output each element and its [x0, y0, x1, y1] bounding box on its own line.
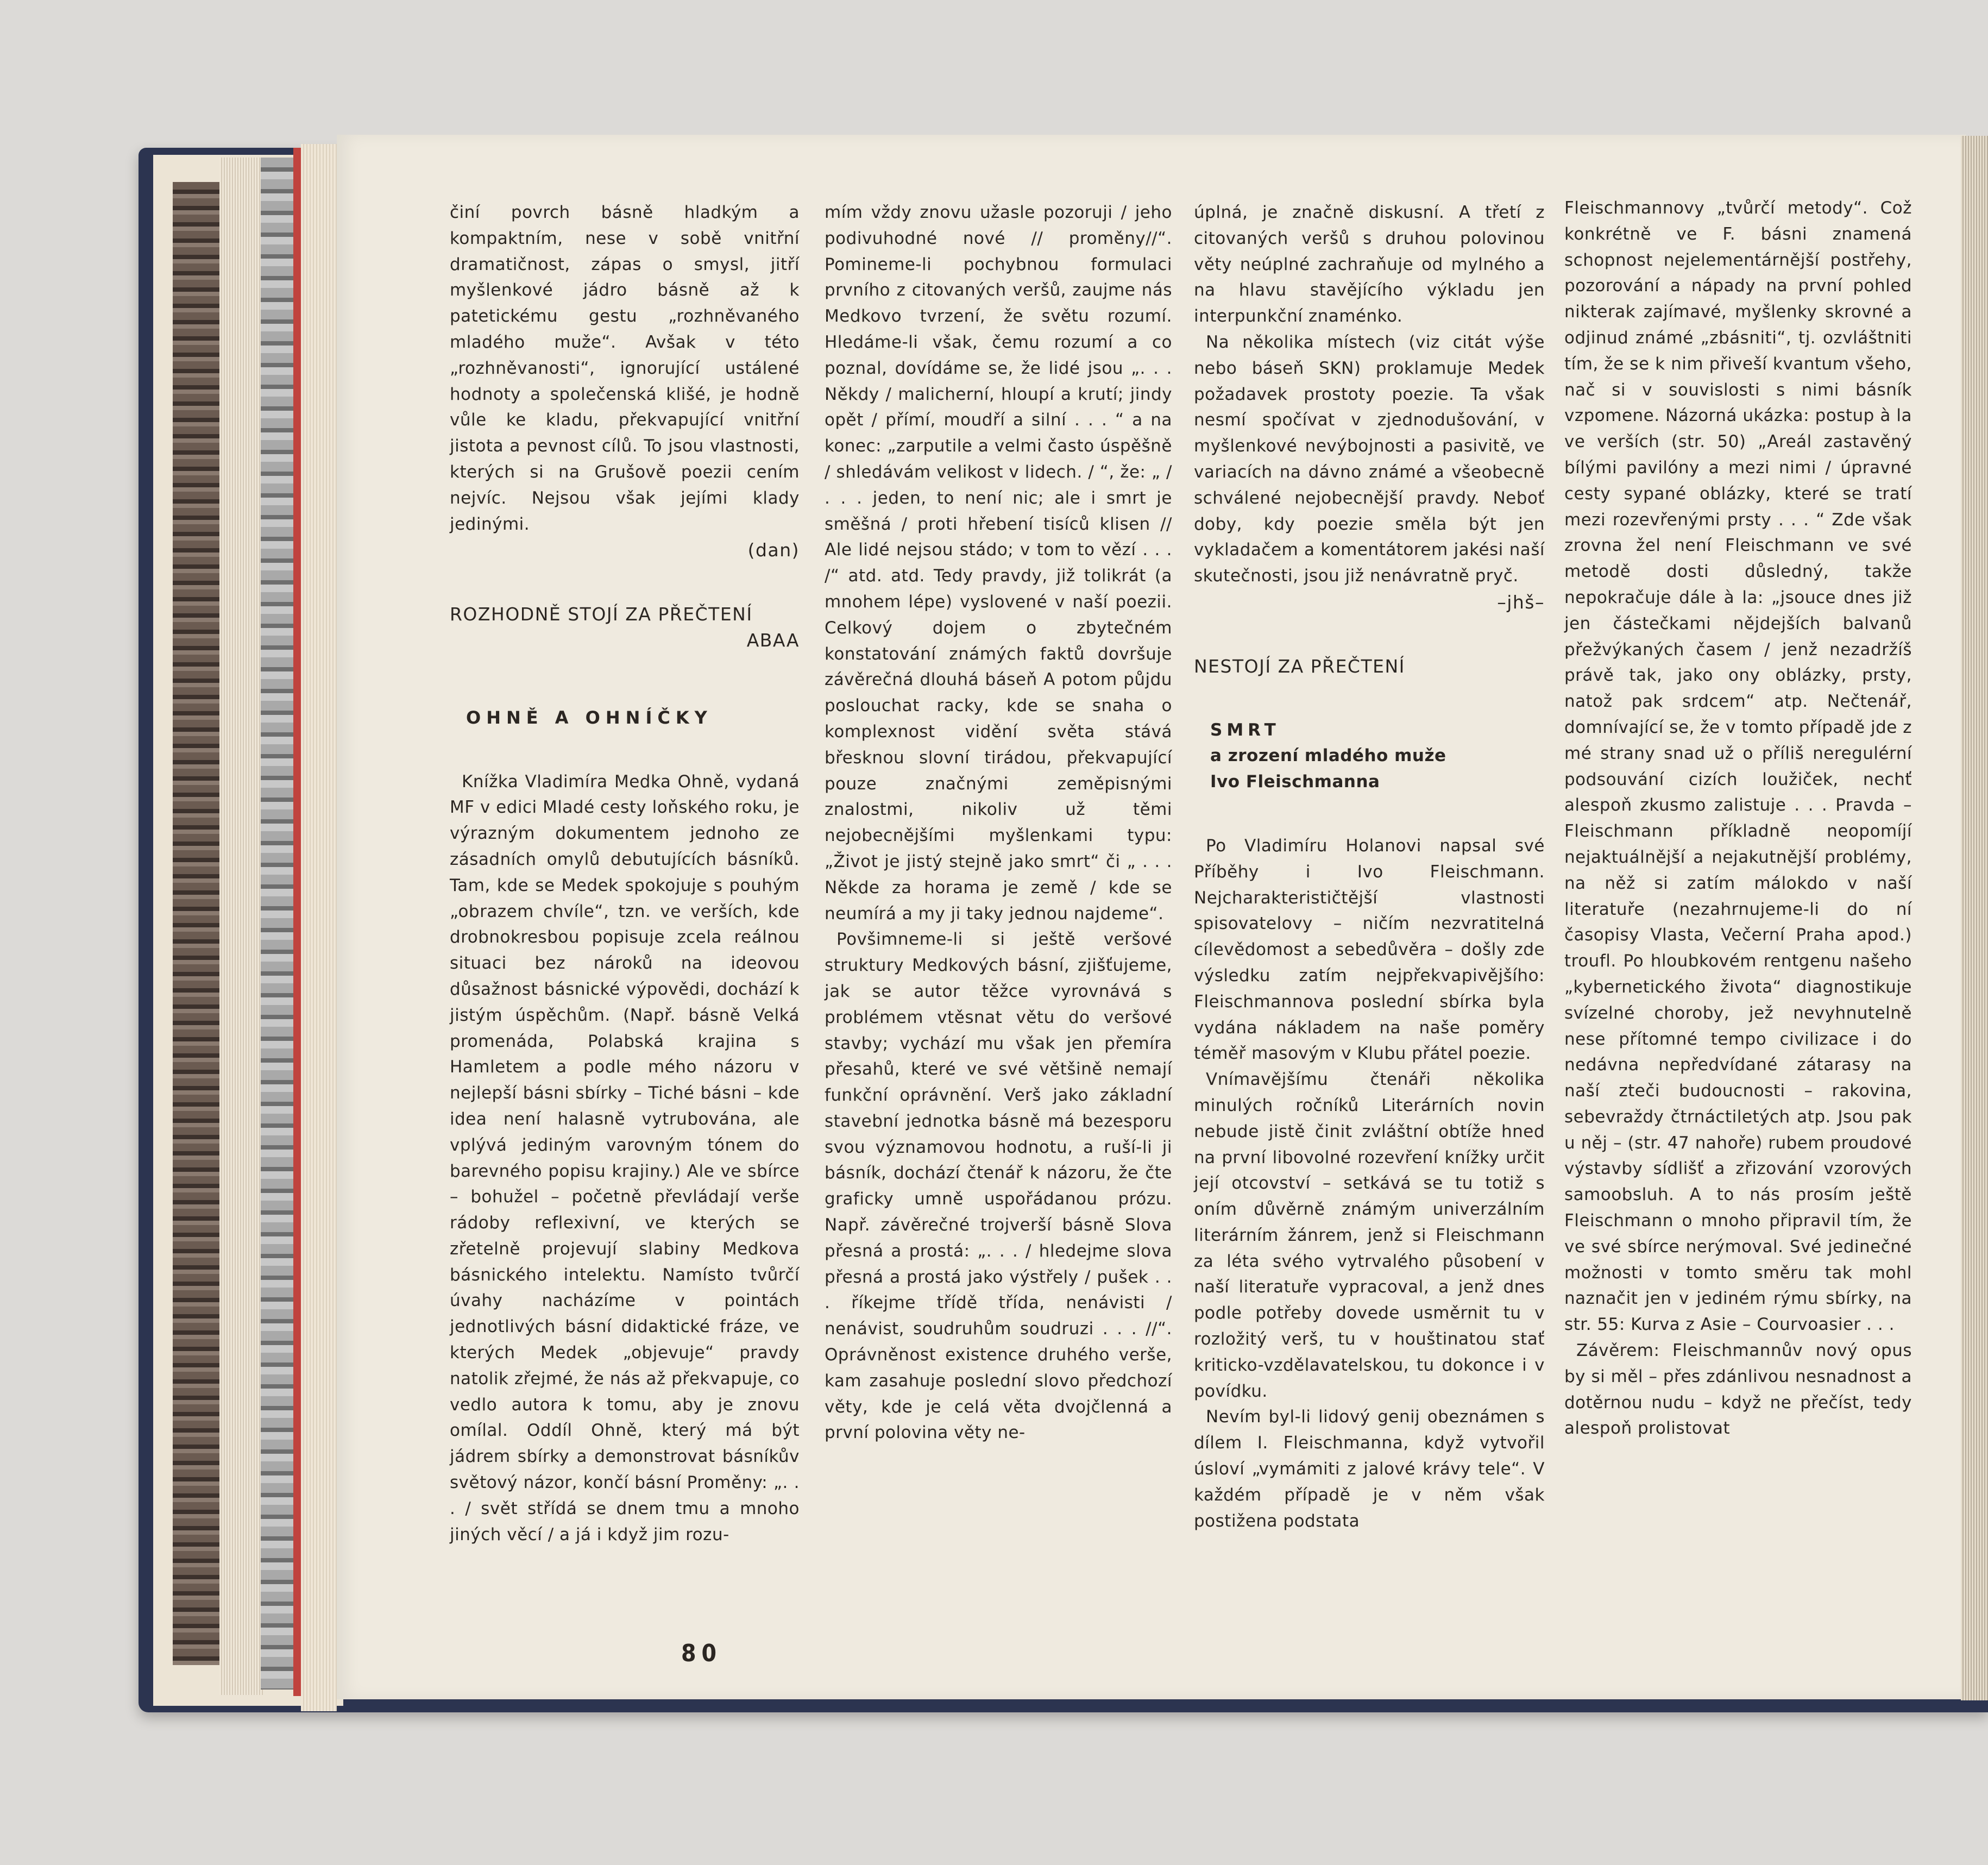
subtitle-line: Ivo Fleischmanna — [1210, 772, 1380, 792]
paragraph: Fleischmannovy „tvůrčí metody“. Což konkrétně ve F. básni znamená schopnost nejelementárnější postřehy, pozorování a nápady na první pohled nikterak zajímavé, myšlenky skrovné a odjinud známé „zbásniti“, tj. ozvláštniti tím, že se k nim přiveší kvantum všeho, nač si v souvislosti s nimi básník vzpomene. Názorná ukázka: postup à la ve verších (str. 50) „Areál zastavěný bílými pavilóny a mezi nimi / úpravné cesty sypané oblázky, které se tratí mezi rozevřenými prsty . . . “ Zde však zrovna žel není Fleischmann ve své metodě dosti důsledný, takže nepokračuje dále à la: „jsouce dnes již jen částečkami nějdejších balvanů přežvýkaných časem / jenž nezadržíš právě tak, jako ony oblázky, prsty, natož pak srdcem“ atp. Nečtenář, domnívající se, že v tomto případě jde z mé strany snad už o příliš neregulérní podsouvání cizích loužiček, nechť alespoň zkusmo zalistuje . . . Pravda – Fleischmann příkladně neopomíjí nejaktuálnější a nejakutnější problémy, na něž si zatím málokdo v naší literatuře (nezahrnujeme-li do ní časopisy Vlasta, Večerní Praha apod.) troufl. Po hloubkovém rentgenu našeho „kybernetického života“ diagnostikuje svízelné choroby, jež nevyhnutelně nese přítomné tempo civilizace i do nedávna nepředvídané zátarasy na naší zteči budoucnosti – rakovina, sebevraždy čtrnáctiletých atp. Jsou pak u něj – (str. 47 nahoře) rubem proudové výstavby sídlišť a zřizování vzorových samoobsluh. A to nás prosím ještě Fleischmann o mnoho připravil tím, že ve své sbírce nerýmoval. Své jedinečné možnosti v tomto směru tak mohl naznačit jen v jediném rýmu sbírky, na str. 55: Kurva z Asie – Courvoasier . . . — [1564, 198, 1912, 1335]
paragraph: úplná, je značně diskusní. A třetí z citovaných veršů s druhou polovinou věty neúplné zachraňuje od mylného a na hlavu stavějícího výkladu jen interpunkční znaménko. — [1194, 203, 1545, 326]
paragraph: Závěrem: Fleischmannův nový opus by si měl – přes zdánlivou nesnadnost a dotěrnou nudu – když ne přečíst, tedy alespoň prolistovat — [1564, 1341, 1912, 1439]
paragraph: Na několika místech (viz citát výše nebo báseň SKN) proklamuje Medek požadavek prostoty poezie. Ta však nesmí spočívat v zjednodušování, v myšlenkové nevýbojnosti a pasivitě, ve variacích na dávno známé a všeobecně schválené nejobecnější pravdy. Neboť doby, kdy poezie směla být jen vykladačem a komentátorem jakési naší skutečnosti, jsou již nenávratně pryč. — [1194, 332, 1545, 586]
column-3 — [1194, 200, 1545, 1534]
subtitle-line: a zrození mladého muže — [1210, 746, 1446, 766]
column-2 — [825, 200, 1172, 1446]
article-title: OHNĚ A OHNÍČKY — [466, 707, 713, 728]
page-stack-dark-edges — [173, 182, 219, 1665]
section-heading: NESTOJÍ ZA PŘEČTENÍ — [1194, 655, 1405, 677]
page-stack-edges — [219, 158, 263, 1695]
page-right-edge — [1961, 136, 1988, 1700]
page-number: 80 — [681, 1640, 722, 1667]
paragraph: Po Vladimíru Holanovi napsal své Příběhy i Ivo Fleischmann. Nejcharakterističtější vlastnosti spisovatelovy – ničím nezvratitelná cílevědomost a sebedůvěra – došly zde výsledku zatím nejpřekvapivějšího: Fleischmannova poslední sbírka byla vydána nákladem na naše poměry téměř masovým v Klubu přátel poezie. — [1194, 836, 1545, 1064]
article-subtitle — [1210, 743, 1545, 795]
section-heading: ROZHODNĚ STOJÍ ZA PŘEČTENÍ — [450, 604, 753, 625]
column-1 — [450, 200, 800, 1548]
signature: –jhš– — [1497, 591, 1545, 613]
page-stack-cream-edges — [301, 144, 337, 1711]
paragraph: Knížka Vladimíra Medka Ohně, vydaná MF v edici Mladé cesty loňského roku, je výrazným dokumentem jednoho ze zásadních omylů debutujících básníků. Tam, kde se Medek spokojuje s pouhým „obrazem chvíle“, tzn. ve verších, kde drobnokresbou popisuje zcela reálnou situaci bez nároků na ideovou důsažnost básnické výpovědi, dochází k jistým úspěchům. (Např. básně Velká promenáda, Polabská krajina s Hamletem a podle mého názoru v nejlepší básni sbírky – Tiché básni – kde idea není halasně vytrubována, ale vplývá jediným varovným tónem do barevného popisu krajiny.) Ale ve sbírce – bohužel – početně převládají verše rádoby reflexivní, ve kterých se zřetelně projevují slabiny Medkova básnického intelektu. Namísto tvůrčí úvahy nacházíme v pointách jednotlivých básní didaktické fráze, ve kterých Medek „objevuje“ pravdy natolik zřejmé, že nás až překvapuje, co vedlo autora k tomu, aby je znovu omílal. Oddíl Ohně, který má být jádrem sbírky a demonstrovat básníkův světový názor, končí básní Proměny: „. . . / svět střídá se dnem tmu a mnoho jiných věcí / a já i když jim rozu- — [450, 771, 800, 1544]
page-stack-silver-edges — [261, 158, 294, 1690]
page-stack-red-edge — [293, 148, 301, 1696]
section-author: ABAA — [746, 629, 800, 651]
column-4 — [1564, 196, 1912, 1442]
paragraph: Vnímavějšímu čtenáři několika minulých ročníků Literárních novin nebude jistě činit zvláštní obtíže hned na první libovolné rozevření knížky určit její otcovství – setkává se tu totiž s oním důvěrně známým univerzálním literárním žánrem, jenž si Fleischmann za léta svého vytrvalého působení v naší literatuře vypracoval, a jenž dnes podle potřeby dovede usměrnit tu v rozložitý verš, tu v houštinatou stať kriticko-vzdělavatelskou, tu dokonce i v povídku. — [1194, 1070, 1545, 1401]
article-title: SMRT — [1210, 720, 1280, 740]
paragraph: Nevím byl-li lidový genij obeznámen s dílem I. Fleischmanna, když vytvořil úsloví „vymámiti z jalové krávy tele“. V každém případě je v něm však postižena podstata — [1194, 1407, 1545, 1531]
paragraph: mím vždy znovu užasle pozoruji / jeho podivuhodné nové // proměny//“. Pomineme-li pochybnou formulaci prvního z citovaných veršů, zaujme nás Medkovo tvrzení, že světu rozumí. Hledáme-li však, čemu rozumí a co poznal, dovídáme se, že lidé jsou „. . . Někdy / malicherní, hloupí a krutí; jindy opět / přímí, moudří a silní . . . “ a na konec: „zarputile a velmi často úspěšně / shledávám velikost v lidech. / “, že: „ / . . . jeden, to není nic; ale i smrt je směšná / proti hřebení tisíců klisen // Ale lidé nejsou stádo; v tom to vězí . . . /“ atd. atd. Tedy pravdy, již tolikrát (a mnohem lépe) vyslovené v naší poezii. Celkový dojem o zbytečném konstatování známých faktů dovršuje závěrečná dlouhá báseň A potom půjdu poslouchat racky, kde se snaha o komplexnost vidění světa stává břesknou slovní tirádou, překvapující pouze značnými zeměpisnými znalostmi, nikoliv už těmi nejobecnějšími myšlenkami typu: „Život je jistý stejně jako smrt“ či „ . . . Někde za horama je země / kde se neumírá a my ji taky jednou najdeme“. — [825, 203, 1172, 924]
paragraph: činí povrch básně hladkým a kompaktním, nese v sobě vnitřní dramatičnost, zápas o smysl, jitří myšlenkové jádro básně až k patetickému gestu „rozhněvaného mladého muže“. Avšak v této „rozhněvanosti“, ignorující ustálené hodnoty a společenská klišé, je hodně vůle ke kladu, překvapující vnitřní jistota a pevnost cílů. To jsou vlastnosti, kterých si na Grušově poezii cením nejvíc. Nejsou však jejími klady jedinými. — [450, 203, 800, 534]
paragraph: Povšimneme-li si ještě veršové struktury Medkových básní, zjišťujeme, jak se autor těžce vyrovnává s problémem vtěsnat větu do veršové stavby; vychází mu však jen přemíra přesahů, které ve své většině nemají funkční oprávnění. Verš jako základní stavební jednotka básně má bezesporu svou významovou hodnotu, a ruší-li ji básník, dochází čtenář k názoru, že čte graficky umně uspořádanou prózu. Např. závěrečné trojverší básně Slova přesná a prostá: „. . . / hledejme slova přesná a prostá jako výstřely / pušek . . . říkejme třídě třída, nenávisti / nenávist, soudruhům soudruzi . . . //“. Oprávněnost existence druhého verše, kam zasahuje poslední slovo předchozí věty, kde je celá věta dvojčlenná a první polovina věty ne- — [825, 930, 1172, 1443]
signature: (dan) — [747, 539, 800, 561]
